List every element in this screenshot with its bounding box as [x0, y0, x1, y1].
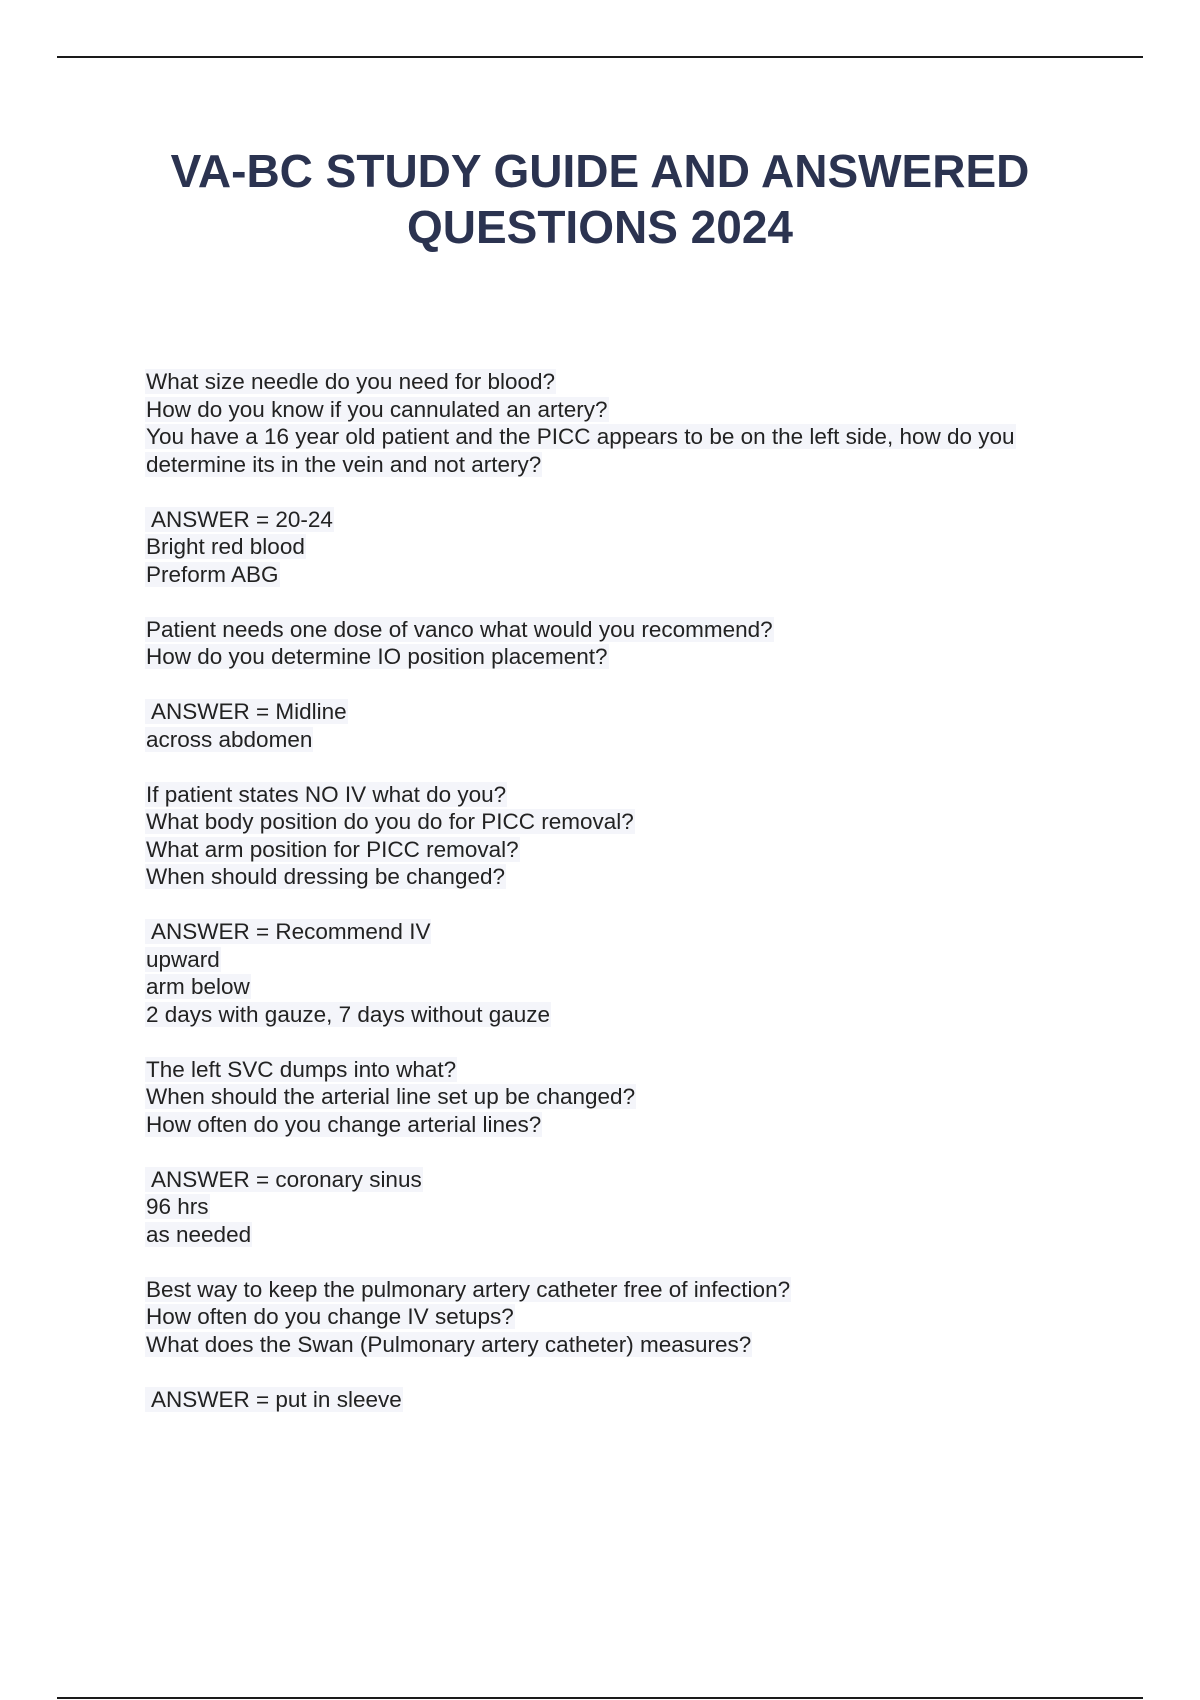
- question-line: How often do you change arterial lines?: [146, 1111, 542, 1137]
- question-line: The left SVC dumps into what?: [146, 1056, 457, 1082]
- answer-line: 2 days with gauze, 7 days without gauze: [146, 1001, 551, 1027]
- answer-line: ANSWER = 20-24: [145, 507, 334, 532]
- answer-line: as needed: [146, 1221, 252, 1247]
- answer-line: ANSWER = put in sleeve: [145, 1387, 403, 1412]
- question-line: You have a 16 year old patient and the PICC appears to be on the left side, how do you: [146, 424, 1015, 449]
- answer-line: ANSWER = coronary sinus: [145, 1167, 423, 1192]
- question-line: If patient states NO IV what do you?: [146, 781, 507, 807]
- question-line: determine its in the vein and not artery?: [146, 451, 542, 477]
- question-block: [145, 616, 1095, 671]
- question-block: [145, 781, 1095, 891]
- question-line: When should the arterial line set up be changed?: [146, 1084, 636, 1109]
- question-line: What does the Swan (Pulmonary artery catheter) measures?: [146, 1331, 752, 1357]
- answer-block: [145, 1386, 1095, 1414]
- answer-line: ANSWER = Recommend IV: [145, 919, 431, 944]
- title-line-2: QUESTIONS 2024: [406, 201, 794, 253]
- answer-line: across abdomen: [146, 726, 313, 752]
- question-line: How do you know if you cannulated an artery?: [146, 396, 608, 422]
- answer-line: Bright red blood: [146, 534, 305, 559]
- question-block: [145, 1056, 1095, 1139]
- answer-line: upward: [146, 946, 220, 972]
- question-line: Patient needs one dose of vanco what would you recommend?: [146, 616, 773, 642]
- question-line: What arm position for PICC removal?: [146, 836, 519, 862]
- document-title: [57, 143, 1143, 255]
- answer-block: [145, 698, 1095, 753]
- answer-line: arm below: [146, 974, 250, 999]
- question-block: [145, 1276, 1095, 1359]
- top-rule: [57, 56, 1143, 58]
- answer-block: [145, 918, 1095, 1028]
- answer-line: Preform ABG: [146, 561, 279, 587]
- qa-content: [145, 368, 1095, 1441]
- question-line: What size needle do you need for blood?: [146, 369, 556, 394]
- question-line: How do you determine IO position placement?: [146, 644, 608, 669]
- answer-block: [145, 506, 1095, 589]
- question-line: What body position do you do for PICC removal?: [146, 809, 634, 834]
- question-block: [145, 368, 1095, 478]
- question-line: How often do you change IV setups?: [146, 1304, 514, 1329]
- answer-block: [145, 1166, 1095, 1249]
- question-line: When should dressing be changed?: [146, 864, 506, 889]
- question-line: Best way to keep the pulmonary artery catheter free of infection?: [146, 1276, 791, 1302]
- answer-line: 96 hrs: [146, 1194, 209, 1219]
- answer-line: ANSWER = Midline: [145, 699, 348, 724]
- bottom-rule: [57, 1697, 1143, 1699]
- title-line-1: VA-BC STUDY GUIDE AND ANSWERED: [170, 145, 1030, 197]
